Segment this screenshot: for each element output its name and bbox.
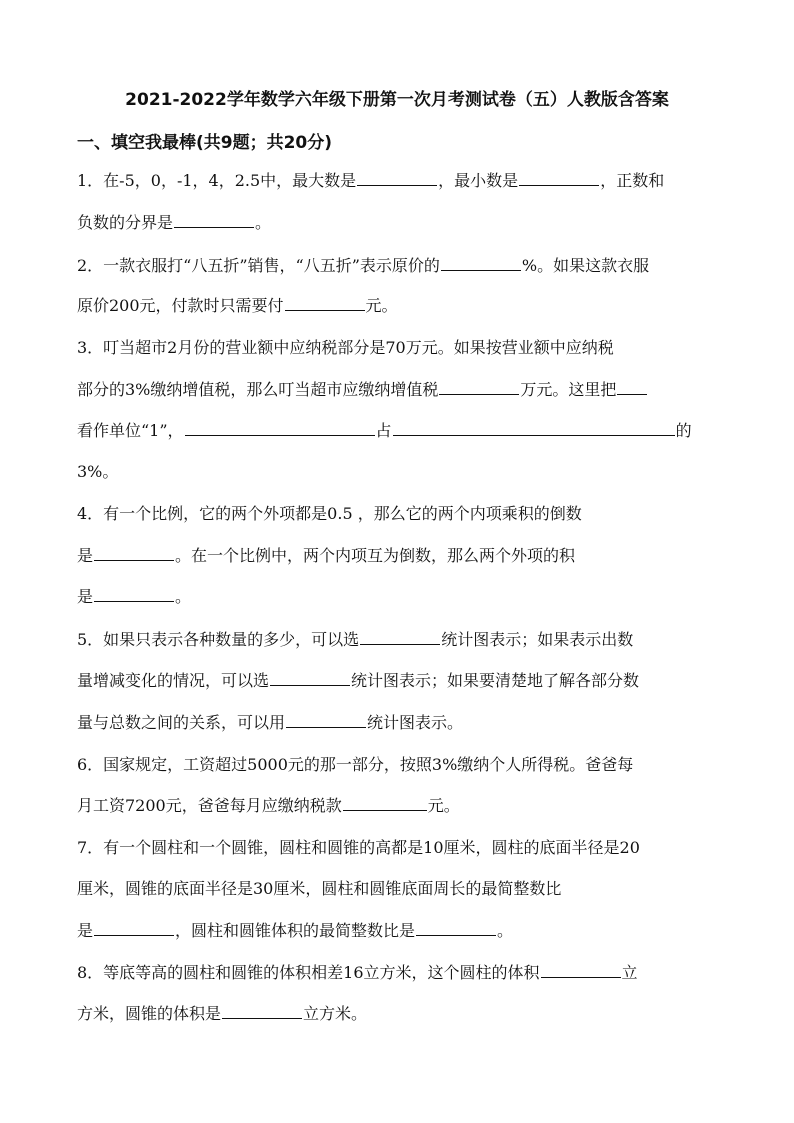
q2-line-1 [77, 256, 649, 276]
q1-text-d: 负数的分界是 [77, 213, 174, 232]
q6-line-1 [77, 755, 633, 775]
q6-text-c: 元。 [427, 796, 460, 815]
q3-blank-part[interactable] [185, 421, 375, 436]
q8-text-d: 立方米。 [303, 1004, 368, 1023]
q5-line-3 [77, 713, 463, 733]
q1-blank-boundary[interactable] [174, 213, 254, 228]
q7-blank-circumference-ratio[interactable] [94, 921, 174, 936]
q1-blank-min[interactable] [519, 171, 599, 186]
q3-text-c: 万元。这里把 [520, 380, 617, 399]
q7-text-b: 厘米，圆锥的底面半径是30厘米，圆柱和圆锥底面周长的最简整数比 [77, 879, 562, 898]
q4-line-1 [77, 504, 582, 524]
q1-text-b: ，最小数是 [438, 171, 519, 190]
q7-text-a: 7．有一个圆柱和一个圆锥，圆柱和圆锥的高都是10厘米，圆柱的底面半径是20 [77, 838, 640, 857]
q4-text-e: 。 [175, 587, 192, 606]
q6-text-b: 月工资7200元，爸爸每月应缴纳税款 [77, 796, 342, 815]
q6-line-2 [77, 796, 460, 816]
q7-text-e: 。 [497, 921, 514, 940]
q3-blank-unit[interactable] [617, 380, 647, 395]
q8-text-b: 立 [621, 963, 638, 982]
q1-line-2 [77, 213, 271, 233]
q5-text-a: 5．如果只表示各种数量的多少，可以选 [77, 630, 360, 649]
q3-text-e: 占 [375, 421, 392, 440]
q1-line-1 [77, 171, 664, 191]
q1-blank-max[interactable] [357, 171, 437, 186]
q2-text-b: %。如果这款衣服 [521, 256, 650, 275]
q4-line-3 [77, 587, 191, 607]
q4-text-c: 。在一个比例中，两个内项互为倒数，那么两个外项的积 [175, 546, 576, 565]
q4-text-a: 4．有一个比例，它的两个外项都是0.5 ，那么它的两个内项乘积的倒数 [77, 504, 582, 523]
q3-text-g: 3%。 [77, 462, 119, 481]
q4-blank-product[interactable] [94, 587, 174, 602]
q2-line-2 [77, 296, 398, 316]
q4-blank-reciprocal[interactable] [94, 546, 174, 561]
q2-text-c: 原价200元，付款时只需要付 [77, 296, 284, 315]
q7-line-1 [77, 838, 640, 858]
section-heading: 一、填空我最棒(共9题；共20分) [77, 133, 333, 153]
q3-blank-tax[interactable] [439, 380, 519, 395]
q2-blank-percent[interactable] [441, 256, 521, 271]
q4-line-2 [77, 546, 575, 566]
q4-text-b: 是 [77, 546, 94, 565]
q8-text-a: 8．等底等高的圆柱和圆锥的体积相差16立方米，这个圆柱的体积 [77, 963, 540, 982]
q3-text-d: 看作单位“1”， [77, 421, 184, 440]
q7-line-2 [77, 879, 561, 899]
q2-text-d: 元。 [365, 296, 398, 315]
q1-text-e: 。 [255, 213, 272, 232]
q5-text-f: 统计图表示。 [367, 713, 464, 732]
q7-blank-volume-ratio[interactable] [416, 921, 496, 936]
q7-line-3 [77, 921, 513, 941]
q5-text-b: 统计图表示；如果表示出数 [441, 630, 634, 649]
q3-text-b: 部分的3%缴纳增值税，那么叮当超市应缴纳增值税 [77, 380, 439, 399]
q6-blank-tax[interactable] [343, 796, 427, 811]
q8-line-2 [77, 1004, 367, 1024]
q4-text-d: 是 [77, 587, 94, 606]
q5-blank-chart-1[interactable] [360, 630, 440, 645]
q7-text-d: ，圆柱和圆锥体积的最简整数比是 [175, 921, 416, 940]
q5-text-c: 量增减变化的情况，可以选 [77, 671, 270, 690]
q6-text-a: 6．国家规定，工资超过5000元的那一部分，按照3%缴纳个人所得税。爸爸每 [77, 755, 634, 774]
q5-blank-chart-3[interactable] [286, 713, 366, 728]
q5-text-d: 统计图表示；如果要清楚地了解各部分数 [351, 671, 640, 690]
q3-line-3 [77, 421, 692, 441]
q1-text-c: ，正数和 [600, 171, 665, 190]
q1-text-a: 1．在-5，0，-1，4，2.5中，最大数是 [77, 171, 357, 190]
q7-text-c: 是 [77, 921, 94, 940]
q2-blank-pay[interactable] [285, 296, 365, 311]
q5-blank-chart-2[interactable] [270, 671, 350, 686]
q3-line-1 [77, 338, 614, 358]
exam-title: 2021-2022学年数学六年级下册第一次月考测试卷（五）人教版含答案 [125, 90, 669, 110]
q5-line-1 [77, 630, 633, 650]
q8-blank-cylinder[interactable] [541, 963, 621, 978]
q5-line-2 [77, 671, 639, 691]
q3-line-2 [77, 380, 648, 400]
q2-text-a: 2．一款衣服打“八五折”销售，“八五折”表示原价的 [77, 256, 440, 275]
q3-line-4 [77, 462, 118, 482]
q3-text-a: 3．叮当超市2月份的营业额中应纳税部分是70万元。如果按营业额中应纳税 [77, 338, 614, 357]
q3-text-f: 的 [675, 421, 692, 440]
q8-text-c: 方米，圆锥的体积是 [77, 1004, 222, 1023]
q5-text-e: 量与总数之间的关系，可以用 [77, 713, 286, 732]
q8-blank-cone[interactable] [222, 1004, 302, 1019]
q3-blank-whole[interactable] [393, 421, 675, 436]
q8-line-1 [77, 963, 638, 983]
